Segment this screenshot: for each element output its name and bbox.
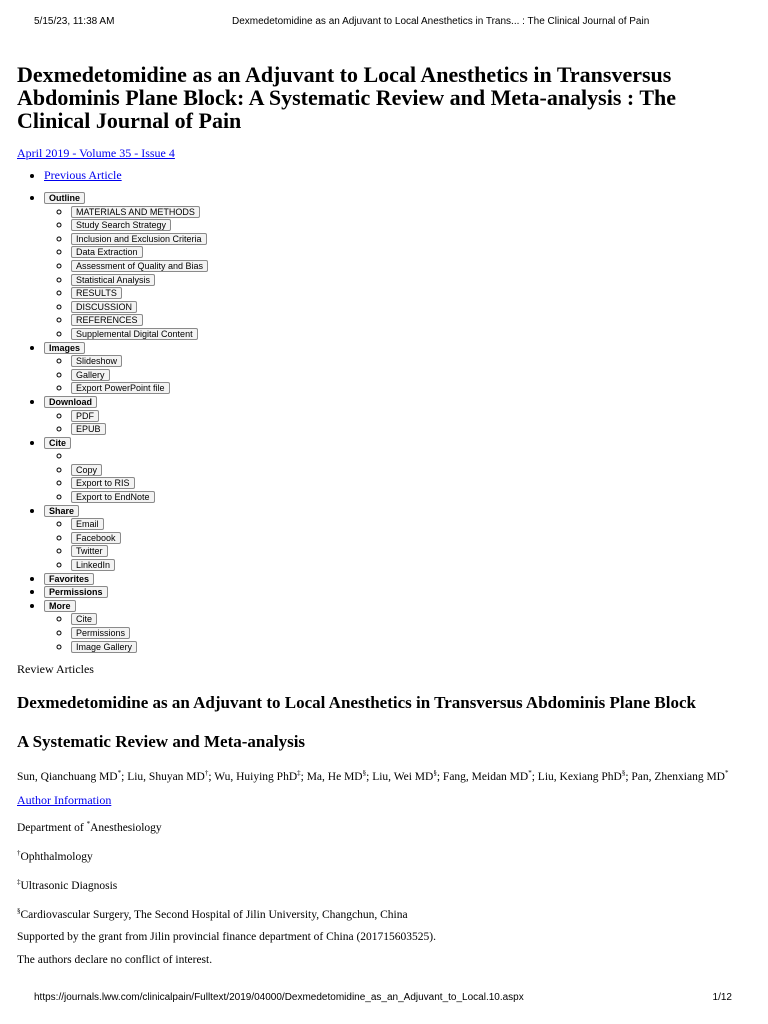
favorites-button[interactable]: Favorites <box>44 573 94 585</box>
author-name: Pan, Zhenxiang MD <box>631 771 725 784</box>
more-image-gallery-button[interactable]: Image Gallery <box>71 641 137 653</box>
affiliation-mark: * <box>86 820 91 829</box>
download-button[interactable]: Download <box>44 396 97 408</box>
menu-outline <box>44 191 737 341</box>
print-url: https://journals.lww.com/clinicalpain/Fulltext/2019/04000/Dexmedetomidine_as_an_Adjuvant_to_Local.10.aspx <box>34 992 524 1003</box>
share-linkedin-button[interactable]: LinkedIn <box>71 559 115 571</box>
author-name: Liu, Wei MD <box>372 771 434 784</box>
author-affiliation-mark: * <box>117 769 122 778</box>
affiliation <box>17 904 737 923</box>
affiliation-text: Anesthesiology <box>90 821 162 834</box>
submenu-item <box>71 273 737 287</box>
outline-button[interactable]: Outline <box>44 192 85 204</box>
epub-button[interactable]: EPUB <box>71 423 106 435</box>
menu-images <box>44 341 737 395</box>
submenu-item <box>71 286 737 300</box>
author-name: Ma, He MD <box>306 771 363 784</box>
print-datetime: 5/15/23, 11:38 AM <box>34 16 115 27</box>
share-button[interactable]: Share <box>44 505 79 517</box>
download-submenu <box>44 409 737 436</box>
outline-materials-methods-button[interactable]: MATERIALS AND METHODS <box>71 206 200 218</box>
affiliation-text: Ophthalmology <box>20 850 93 863</box>
author-name: Wu, Huiying PhD <box>214 771 298 784</box>
outline-references-button[interactable]: REFERENCES <box>71 314 143 326</box>
affiliation-mark: § <box>17 906 21 915</box>
page-number: 1/12 <box>712 992 732 1003</box>
outline-inclusion-exclusion-button[interactable]: Inclusion and Exclusion Criteria <box>71 233 207 245</box>
submenu-item <box>71 544 737 558</box>
conflict-statement: The authors declare no conflict of interest. <box>17 954 213 967</box>
submenu-item <box>71 368 737 382</box>
gallery-button[interactable]: Gallery <box>71 369 110 381</box>
submenu-item <box>71 476 737 490</box>
menu-more <box>44 599 737 653</box>
share-submenu <box>44 517 737 571</box>
share-facebook-button[interactable]: Facebook <box>71 532 121 544</box>
export-ris-button[interactable]: Export to RIS <box>71 477 135 489</box>
outline-discussion-button[interactable]: DISCUSSION <box>71 301 137 313</box>
menu-favorites <box>44 572 737 586</box>
copy-citation-button[interactable]: Copy <box>71 464 102 476</box>
author-name: Liu, Kexiang PhD <box>537 771 622 784</box>
previous-article-link[interactable]: Previous Article <box>44 168 122 182</box>
share-email-button[interactable]: Email <box>71 518 104 530</box>
affiliation <box>17 846 737 865</box>
submenu-item <box>71 300 737 314</box>
author-affiliation-mark: § <box>433 769 437 778</box>
submenu-item <box>71 640 737 654</box>
author-name: Liu, Shuyan MD <box>127 771 205 784</box>
menu-download <box>44 395 737 436</box>
submenu-item <box>71 558 737 572</box>
submenu-item <box>71 354 737 368</box>
author-information-link[interactable]: Author Information <box>17 793 112 808</box>
cite-submenu <box>44 449 737 503</box>
author-affiliation-mark: ‡ <box>297 769 301 778</box>
submenu-item-empty <box>71 449 737 463</box>
images-button[interactable]: Images <box>44 342 85 354</box>
submenu-item <box>71 612 737 626</box>
submenu-item <box>71 463 737 477</box>
affiliation-prefix: Department of <box>17 821 87 834</box>
outline-study-search-button[interactable]: Study Search Strategy <box>71 219 171 231</box>
affiliation-mark: ‡ <box>17 877 21 886</box>
affiliation-mark: † <box>17 848 21 857</box>
affiliation-text: Cardiovascular Surgery, The Second Hospital of Jilin University, Changchun, China <box>20 908 408 921</box>
submenu-item <box>71 531 737 545</box>
article-title: Dexmedetomidine as an Adjuvant to Local Anesthetics in Transversus Abdominis Plane Block <box>17 693 696 713</box>
article-subtitle: A Systematic Review and Meta-analysis <box>17 732 306 752</box>
export-powerpoint-button[interactable]: Export PowerPoint file <box>71 382 170 394</box>
print-footer <box>34 992 734 1006</box>
submenu-item <box>71 517 737 531</box>
author-affiliation-mark: § <box>362 769 367 778</box>
previous-article-list <box>17 168 737 183</box>
previous-article-item <box>44 168 737 183</box>
pdf-button[interactable]: PDF <box>71 410 99 422</box>
print-page-title: Dexmedetomidine as an Adjuvant to Local Anesthetics in Trans... : The Clinical Journal of Pain <box>232 16 650 27</box>
more-cite-button[interactable]: Cite <box>71 613 97 625</box>
submenu-item <box>71 205 737 219</box>
outline-submenu <box>44 205 737 341</box>
affiliation-text: Ultrasonic Diagnosis <box>20 879 118 892</box>
export-endnote-button[interactable]: Export to EndNote <box>71 491 155 503</box>
outline-supplemental-content-button[interactable]: Supplemental Digital Content <box>71 328 198 340</box>
permissions-button[interactable]: Permissions <box>44 586 108 598</box>
author-affiliation-mark: § <box>621 769 626 778</box>
more-button[interactable]: More <box>44 600 76 612</box>
author-name: Fang, Meidan MD <box>442 771 529 784</box>
submenu-item <box>71 218 737 232</box>
article-category: Review Articles <box>17 662 94 677</box>
images-submenu <box>44 354 737 395</box>
menu-permissions <box>44 585 737 599</box>
submenu-item <box>71 409 737 423</box>
submenu-item <box>71 626 737 640</box>
outline-statistical-analysis-button[interactable]: Statistical Analysis <box>71 274 155 286</box>
article-content <box>17 63 737 968</box>
article-toolbar-menu <box>17 191 737 653</box>
submenu-item <box>71 490 737 504</box>
share-twitter-button[interactable]: Twitter <box>71 545 108 557</box>
funding-statement: Supported by the grant from Jilin provincial finance department of China (201715603525). <box>17 931 437 944</box>
outline-quality-bias-button[interactable]: Assessment of Quality and Bias <box>71 260 208 272</box>
menu-share <box>44 504 737 572</box>
submenu-item <box>71 245 737 259</box>
outline-data-extraction-button[interactable]: Data Extraction <box>71 246 143 258</box>
print-header <box>34 16 734 30</box>
author-name: Sun, Qianchuang MD <box>17 771 118 784</box>
submenu-item <box>71 422 737 436</box>
more-submenu <box>44 612 737 653</box>
cite-button[interactable]: Cite <box>44 437 71 449</box>
outline-results-button[interactable]: RESULTS <box>71 287 122 299</box>
submenu-item <box>71 381 737 395</box>
author-affiliation-mark: † <box>204 769 209 778</box>
author-affiliation-mark: * <box>724 769 729 778</box>
more-permissions-button[interactable]: Permissions <box>71 627 130 639</box>
issue-link[interactable]: April 2019 - Volume 35 - Issue 4 <box>17 146 175 160</box>
slideshow-button[interactable]: Slideshow <box>71 355 122 367</box>
submenu-item <box>71 327 737 341</box>
submenu-item <box>71 232 737 246</box>
menu-cite <box>44 436 737 504</box>
submenu-item <box>71 313 737 327</box>
affiliation <box>17 875 737 894</box>
author-list: Sun, Qianchuang MD*; Liu, Shuyan MD†; Wu, Huiying PhD‡; Ma, He MD§; Liu, Wei MD§; Fang, Meidan MD*; Liu, Kexiang PhD§; Pan, Zhenxiang MD* <box>17 769 729 784</box>
affiliation <box>17 817 737 836</box>
page-title: Dexmedetomidine as an Adjuvant to Local Anesthetics in Transversus Abdominis Plane Block: A Systematic Review and Meta-analysis : The Clinical Journal of Pain <box>17 62 677 133</box>
submenu-item <box>71 259 737 273</box>
author-affiliation-mark: * <box>528 769 532 778</box>
